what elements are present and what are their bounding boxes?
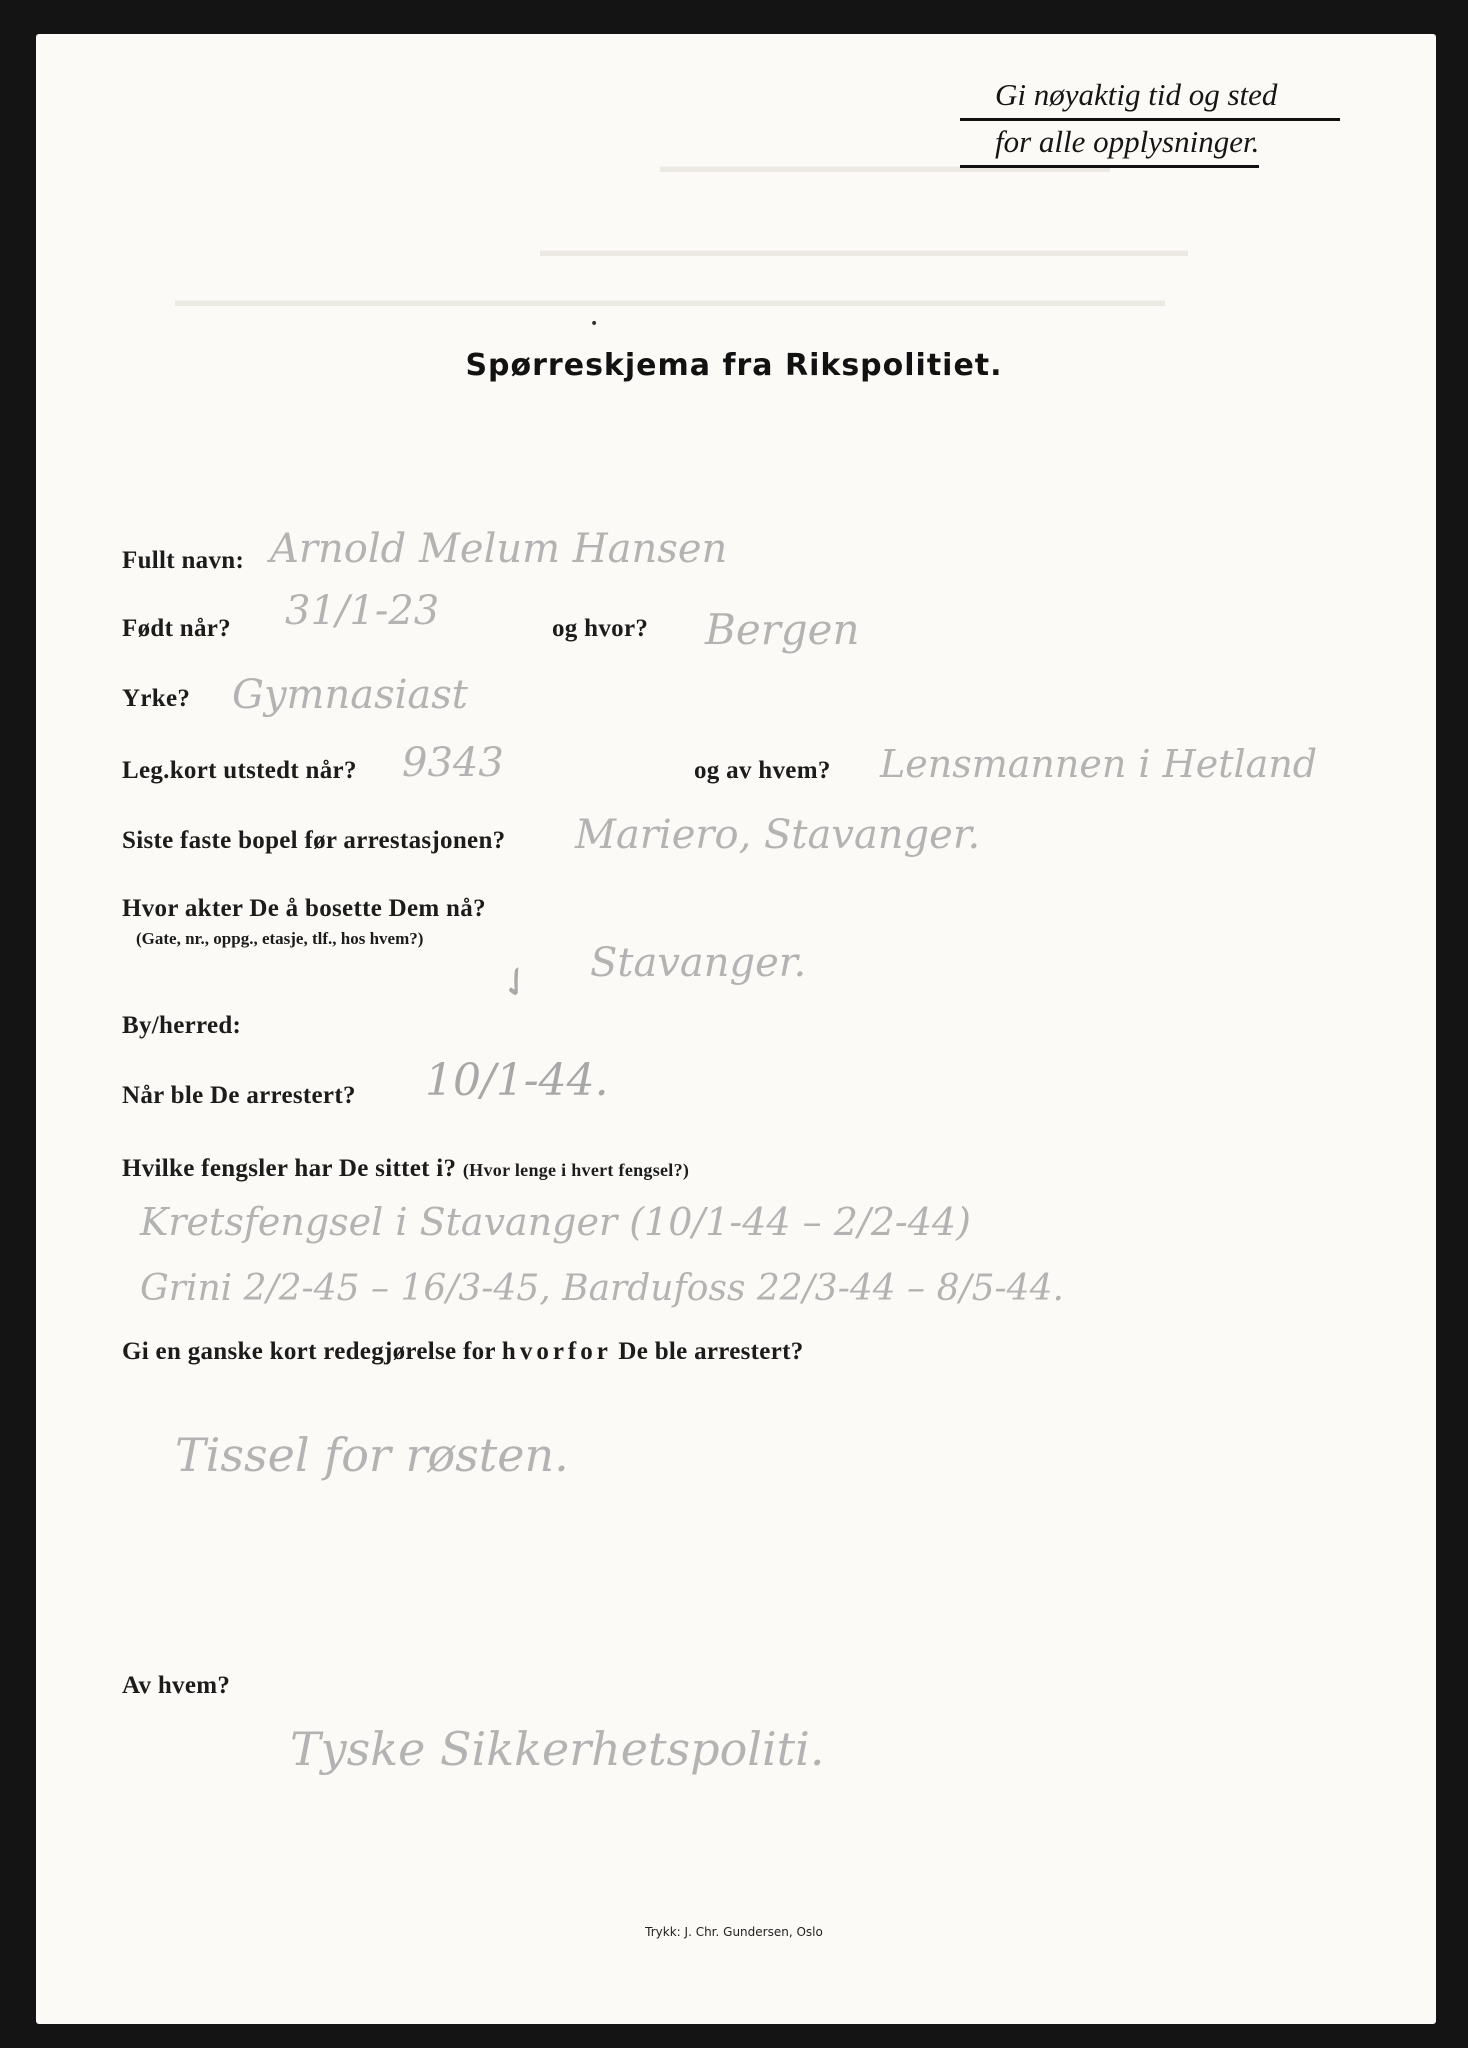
municipality-label: By/herred: bbox=[122, 1012, 242, 1039]
prisons-value-line1: Kretsfengsel i Stavanger (10/1-44 – 2/2-44) bbox=[140, 1200, 971, 1244]
occupation-label: Yrke? bbox=[122, 685, 191, 712]
born-where-value: Bergen bbox=[705, 605, 860, 654]
new-address-sublabel: (Gate, nr., oppg., etasje, tlf., hos hvem?) bbox=[136, 929, 424, 948]
last-address-label: Siste faste bopel før arrestasjonen? bbox=[122, 827, 506, 854]
instruction-line-2: for alle opplysninger. bbox=[960, 121, 1259, 168]
born-where-label: og hvor? bbox=[552, 615, 649, 642]
check-mark: ✓ bbox=[489, 954, 544, 1012]
new-address-label: Hvor akter De å bosette Dem nå? bbox=[122, 895, 486, 922]
born-when-label: Født når? bbox=[122, 615, 231, 642]
dot-mark: • bbox=[590, 316, 599, 332]
instruction-line-1: Gi nøyaktig tid og sted bbox=[960, 74, 1340, 121]
by-whom-label: Av hvem? bbox=[122, 1672, 231, 1699]
printer-imprint: Trykk: J. Chr. Gundersen, Oslo bbox=[645, 1925, 823, 1939]
id-issued-value: 9343 bbox=[402, 740, 504, 786]
reason-value: Tissel for røsten. bbox=[175, 1428, 569, 1482]
by-whom-value: Tyske Sikkerhetspoliti. bbox=[290, 1722, 825, 1776]
id-issued-label: Leg.kort utstedt når? bbox=[122, 757, 357, 784]
id-issued-by-value: Lensmannen i Hetland bbox=[880, 742, 1318, 786]
reason-label bbox=[122, 1338, 804, 1366]
arrested-when-label: Når ble De arrestert? bbox=[122, 1082, 356, 1109]
full-name-value: Arnold Melum Hansen bbox=[270, 526, 728, 572]
prisons-sublabel: (Hvor lenge i hvert fengsel?) bbox=[462, 1160, 690, 1180]
instruction-box bbox=[960, 74, 1340, 168]
occupation-value: Gymnasiast bbox=[232, 672, 468, 718]
last-address-value: Mariero, Stavanger. bbox=[575, 812, 981, 858]
full-name-label: Fullt navn: bbox=[122, 547, 245, 574]
arrested-when-value: 10/1-44. bbox=[425, 1055, 609, 1106]
reason-label-emphasis: hvorfor bbox=[501, 1338, 612, 1365]
prisons-label-main: Hvilke fengsler har De sittet i? bbox=[122, 1155, 457, 1182]
prisons-label bbox=[122, 1155, 689, 1183]
form-title: Spørreskjema fra Rikspolitiet. bbox=[465, 348, 1003, 383]
prisons-value-line2: Grini 2/2-45 – 16/3-45, Bardufoss 22/3-44 – 8/5-44. bbox=[140, 1268, 1064, 1309]
new-address-value: Stavanger. bbox=[590, 940, 807, 986]
reason-label-pre: Gi en ganske kort redegjørelse for bbox=[122, 1338, 496, 1365]
id-issued-by-label: og av hvem? bbox=[694, 757, 831, 784]
reason-label-post: De ble arrestert? bbox=[618, 1338, 804, 1365]
born-when-value: 31/1-23 bbox=[285, 588, 440, 634]
